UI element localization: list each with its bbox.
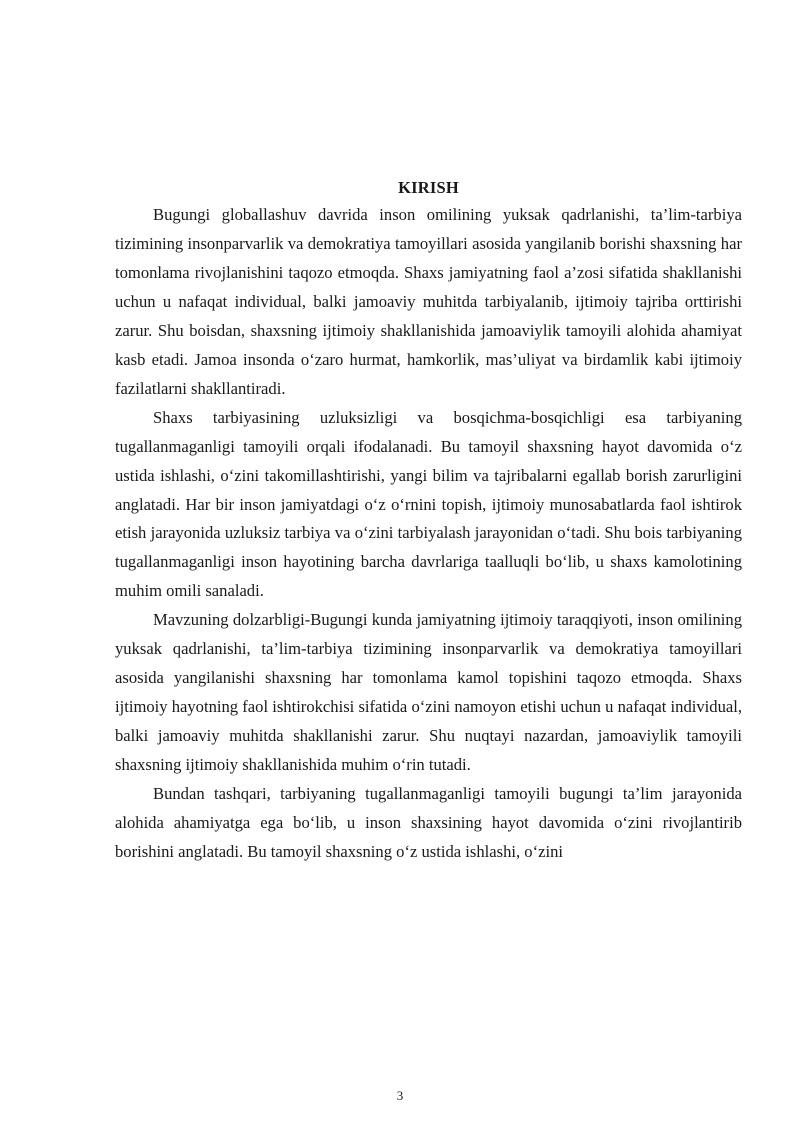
page-number: 3 [396,1088,404,1103]
paragraph-additional: Bundan tashqari, tarbiyaning tugallanmaganligi tamoyili bugungi ta’lim jarayonida alohida ahamiyatga ega bo‘lib, u inson shaxsining hayot davomida o‘zini rivojlantirib borishini anglatadi. Bu tamoyil shaxsning o‘z ustida ishlashi, o‘zini [115,784,742,861]
paragraph-relevance: Mavzuning dolzarbligi-Bugungi kunda jamiyatning ijtimoiy taraqqiyoti, inson omilining yuksak qadrlanishi, ta’lim-tarbiya tizimining insonparvarlik va demokratiya tamoyillari asosida yangilanishi shaxsning har tomonlama kamol topishini taqozo etmoqda. Shaxs ijtimoiy hayotning faol ishtirokchisi sifatida o‘zini namoyon etishi uchun u nafaqat individual, balki jamoaviy muhitda shakllanishi zarur. Shu nuqtayi nazardan, jamoaviylik tamoyili shaxsning ijtimoiy shakllanishida muhim o‘rin tutadi. [115,610,742,775]
page-body [115,177,742,867]
paragraph-continuity: Shaxs tarbiyasining uzluksizligi va bosqichma-bosqichligi esa tarbiyaning tugallanmaganligi tamoyili orqali ifodalanadi. Bu tamoyil shaxsning hayot davomida o‘z ustida ishlashi, o‘zini takomillashtirishi, yangi bilim va tajribalarni egallab borish zarurligini anglatadi. Har bir inson jamiyatdagi o‘z o‘rnini topish, ijtimoiy munosabatlarda faol ishtirok etish jarayonida uzluksiz tarbiya va o‘zini tarbiyalash jarayonidan o‘tadi. Shu bois tarbiyaning tugallanmaganligi inson hayotining barcha davrlariga taalluqli bo‘lib, u shaxs kamolotining muhim omili sanaladi. [115,407,742,601]
paragraph-intro: Bugungi globallashuv davrida inson omilining yuksak qadrlanishi, ta’lim-tarbiya tizimining insonparvarlik va demokratiya tamoyillari asosida yangilanib borishi shaxsning har tomonlama rivojlanishini taqozo etmoqda. Shaxs jamiyatning faol a’zosi sifatida shakllanishi uchun u nafaqat individual, balki jamoaviy muhitda tarbiyalanib, ijtimoiy tajriba orttirishi zarur. Shu boisdan, shaxsning ijtimoiy shakllanishida jamoaviylik tamoyili alohida ahamiyat kasb etadi. Jamoa insonda o‘zaro hurmat, hamkorlik, mas’uliyat va birdamlik kabi ijtimoiy fazilatlarni shakllantiradi. [115,205,742,398]
section-heading: KIRISH [398,178,459,197]
